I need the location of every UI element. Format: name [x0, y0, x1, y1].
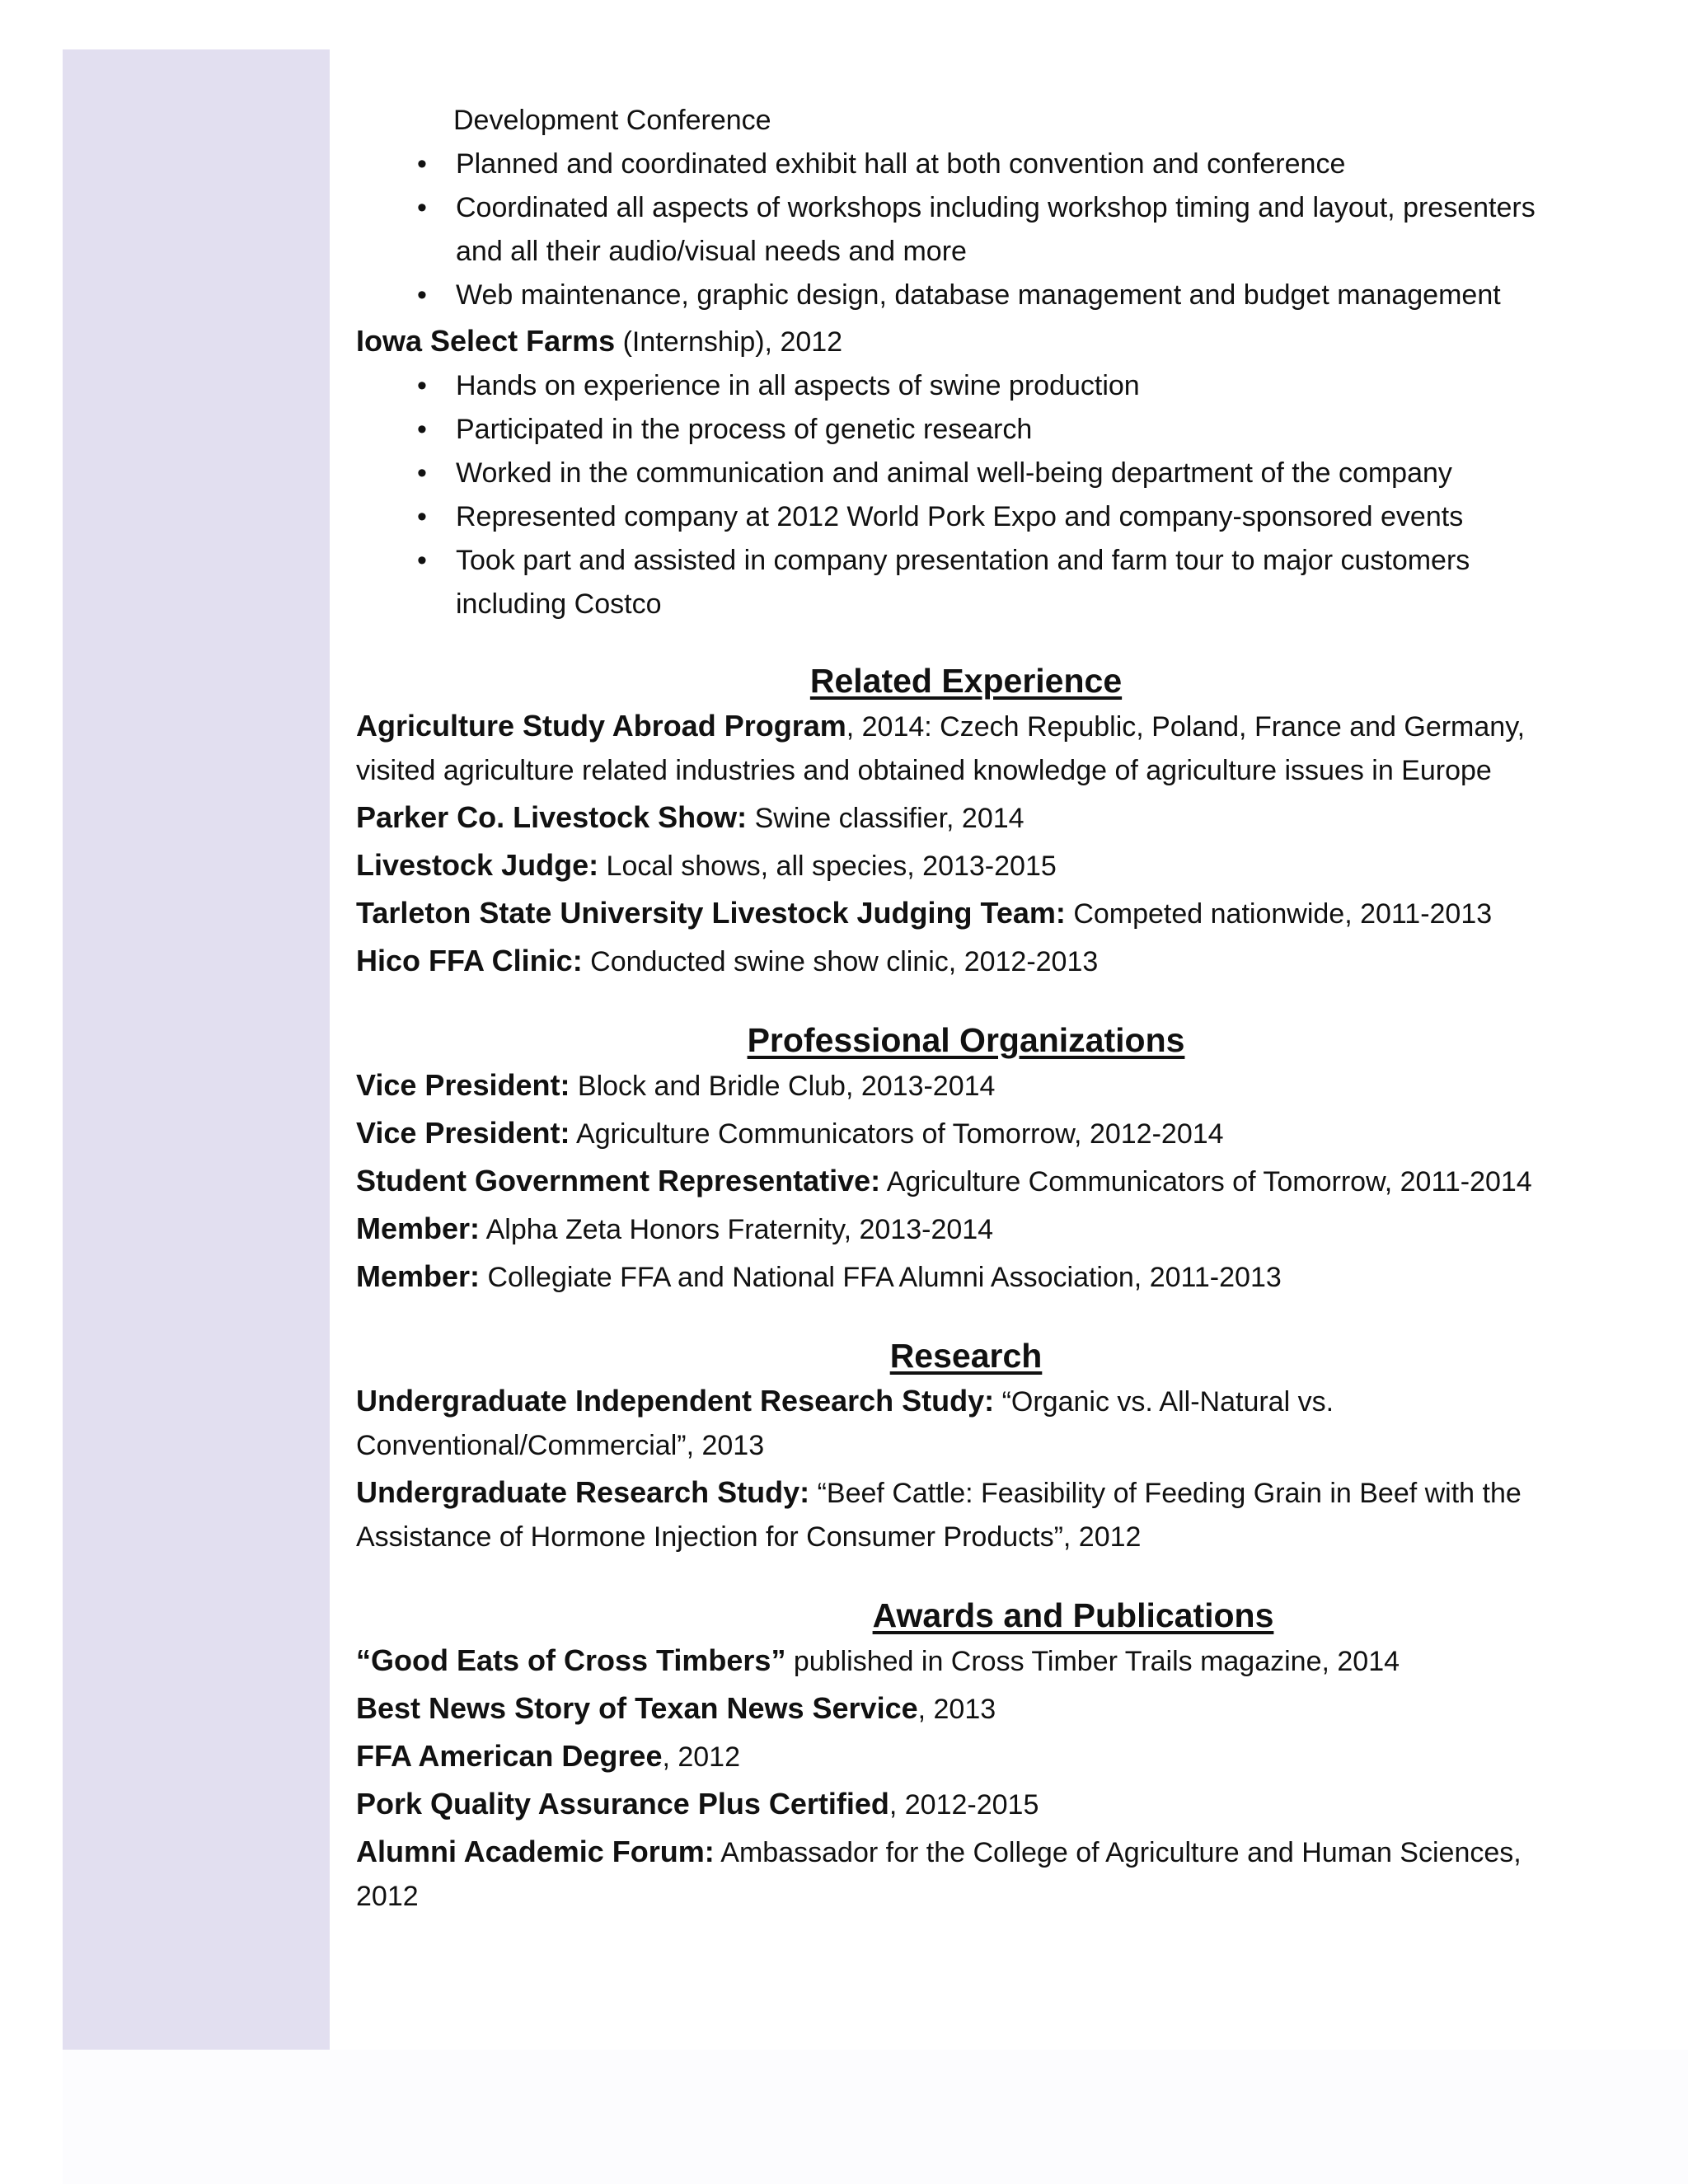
section-title: Related Experience: [809, 662, 1123, 700]
section-spacer: [356, 1300, 1576, 1333]
section-spacer: [356, 984, 1576, 1017]
employer-name: Iowa Select Farms: [356, 324, 616, 358]
entry: Pork Quality Assurance Plus Certified, 2012-2015: [356, 1787, 1039, 1821]
entry: Undergraduate Independent Research Study: “Organic vs. All-Natural vs. Conventional/Commercial”, 2013: [356, 1384, 1334, 1461]
entry: Livestock Judge: Local shows, all species, 2013-2015: [356, 848, 1057, 882]
entry: Tarleton State University Livestock Judging Team: Competed nationwide, 2011-2013: [356, 896, 1493, 930]
bullet-icon: •: [417, 370, 427, 401]
list-item: • Represented company at 2012 World Pork Expo and company-sponsored events: [356, 495, 1576, 539]
professional-organizations-section: [356, 1017, 1576, 1300]
resume-content: [356, 99, 1576, 1919]
list-item: • Took part and assisted in company presentation and farm tour to major customers including Costco: [356, 539, 1576, 626]
entry: Member: Collegiate FFA and National FFA Alumni Association, 2011-2013: [356, 1259, 1282, 1293]
bullet-icon: •: [417, 192, 427, 223]
list-item: • Participated in the process of genetic research: [356, 408, 1576, 452]
bullet-icon: •: [417, 457, 427, 489]
page-footer-band: [63, 2050, 1688, 2184]
bullet-icon: •: [417, 545, 427, 576]
entry: FFA American Degree, 2012: [356, 1739, 740, 1773]
bullet-icon: •: [417, 148, 427, 180]
entry: “Good Eats of Cross Timbers” published in Cross Timber Trails magazine, 2014: [356, 1643, 1400, 1677]
entry: Alumni Academic Forum: Ambassador for the College of Agriculture and Human Sciences, 2012: [356, 1835, 1522, 1912]
iowa-bullet-list: [356, 364, 1576, 626]
awards-section: [356, 1592, 1576, 1919]
section-title: Awards and Publications: [872, 1596, 1274, 1634]
entry: Hico FFA Clinic: Conducted swine show clinic, 2012-2013: [356, 944, 1099, 977]
entry: Vice President: Agriculture Communicators of Tomorrow, 2012-2014: [356, 1116, 1224, 1150]
employer-detail: (Internship), 2012: [615, 326, 843, 358]
sidebar-panel: [63, 49, 330, 2050]
section-title: Research: [889, 1337, 1043, 1375]
bullet-icon: •: [417, 414, 427, 445]
entry: Agriculture Study Abroad Program, 2014: Czech Republic, Poland, France and Germany, visited agriculture related industries and obtained knowledge of agriculture issues in Europe: [356, 709, 1526, 786]
employer-line: [356, 319, 1576, 364]
entry: Parker Co. Livestock Show: Swine classifier, 2014: [356, 800, 1025, 834]
continuation-line: Development Conference: [453, 105, 771, 136]
prior-bullet-list: [356, 143, 1576, 317]
entry: Student Government Representative: Agriculture Communicators of Tomorrow, 2011-2014: [356, 1164, 1532, 1197]
section-title: Professional Organizations: [747, 1021, 1185, 1059]
entry: Undergraduate Research Study: “Beef Cattle: Feasibility of Feeding Grain in Beef with the Assistance of Hormone Injection for Consumer Products”, 2012: [356, 1475, 1522, 1553]
bullet-icon: •: [417, 279, 427, 311]
list-item: • Web maintenance, graphic design, database management and budget management: [356, 274, 1576, 317]
entry: Member: Alpha Zeta Honors Fraternity, 2013-2014: [356, 1212, 994, 1245]
related-experience-section: [356, 658, 1576, 984]
entry: Vice President: Block and Bridle Club, 2013-2014: [356, 1068, 996, 1102]
list-item: • Hands on experience in all aspects of swine production: [356, 364, 1576, 408]
section-spacer: [356, 1559, 1576, 1592]
section-spacer: [356, 626, 1576, 658]
entry: Best News Story of Texan News Service, 2013: [356, 1691, 996, 1725]
experience-continued: [356, 99, 1576, 626]
list-item: • Coordinated all aspects of workshops including workshop timing and layout, presenters and all their audio/visual needs and more: [356, 186, 1576, 274]
bullet-icon: •: [417, 501, 427, 532]
list-item: • Planned and coordinated exhibit hall at both convention and conference: [356, 143, 1576, 186]
research-section: [356, 1333, 1576, 1559]
list-item: • Worked in the communication and animal well-being department of the company: [356, 452, 1576, 495]
